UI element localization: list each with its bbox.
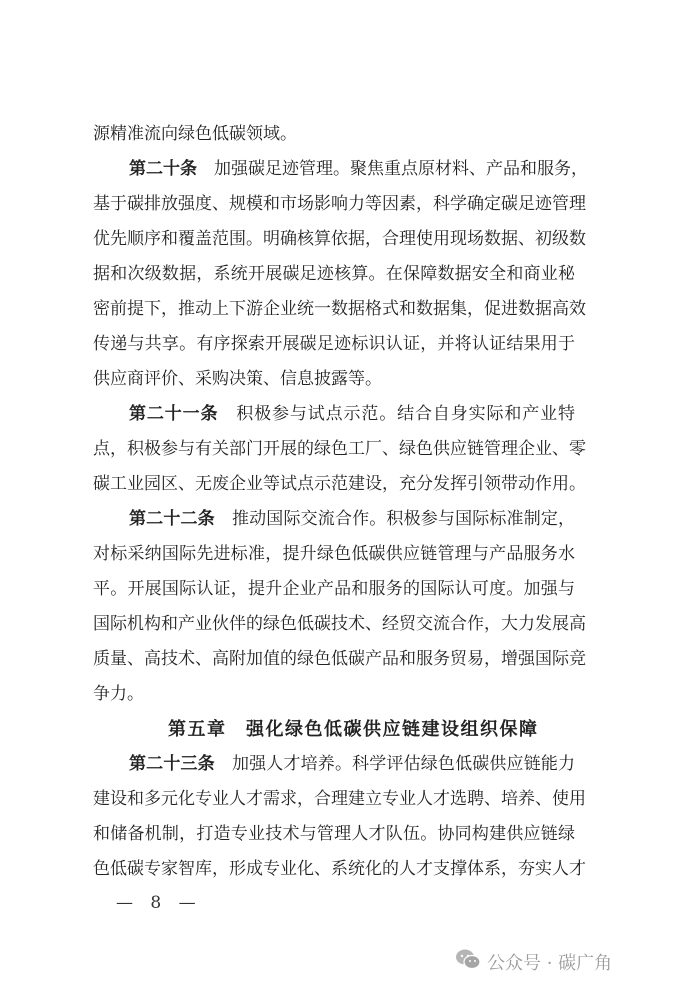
page-number: — 8 — — [116, 893, 202, 913]
text-line: 平。开展国际认证，提升企业产品和服务的国际认可度。加强与 — [93, 579, 575, 599]
wechat-icon — [455, 948, 481, 975]
text-line: 点，积极参与有关部门开展的绿色工厂、绿色供应链管理企业、零 — [93, 439, 586, 459]
text-line: 据和次级数据，系统开展碳足迹核算。在保障数据安全和商业秘 — [93, 264, 575, 284]
watermark-text: 公众号 · 碳广角 — [487, 952, 613, 974]
text-line: 优先顺序和覆盖范围。明确核算依据，合理使用现场数据、初级数 — [93, 229, 586, 249]
text-line: 密前提下，推动上下游企业统一数据格式和数据集，促进数据高效 — [93, 299, 586, 319]
article-text: 积极参与试点示范。结合自身实际和产业特 — [236, 404, 575, 424]
text-line: 基于碳排放强度、规模和市场影响力等因素，科学确定碳足迹管理 — [93, 194, 586, 214]
text-line: 质量、高技术、高附加值的绿色低碳产品和服务贸易，增强国际竞 — [93, 649, 586, 669]
article-label: 第二十条 — [129, 159, 197, 179]
article-text: 加强碳足迹管理。聚焦重点原材料、产品和服务， — [214, 159, 588, 179]
article-first-line — [93, 397, 575, 432]
text-line: 色低碳专家智库，形成专业化、系统化的人才支撑体系，夯实人才 — [93, 859, 586, 879]
text-line: 对标采纳国际先进标准，提升绿色低碳供应链管理与产品服务水 — [93, 544, 575, 564]
article-label: 第二十二条 — [129, 509, 215, 529]
article-label: 第二十三条 — [129, 754, 215, 774]
text-line: 争力。 — [93, 684, 144, 704]
document-body — [93, 117, 588, 887]
text-line: 和储备机制，打造专业技术与管理人才队伍。协同构建供应链绿 — [93, 824, 575, 844]
text-line: 碳工业园区、无废企业等试点示范建设，充分发挥引领带动作用。 — [93, 474, 586, 494]
article-first-line — [93, 152, 588, 187]
article-label: 第二十一条 — [129, 404, 219, 424]
text-line: 源精准流向绿色低碳领域。 — [93, 124, 297, 144]
text-line: 供应商评价、采购决策、信息披露等。 — [93, 369, 382, 389]
article-text: 加强人才培养。科学评估绿色低碳供应链能力 — [231, 754, 576, 774]
watermark — [455, 948, 612, 975]
article-first-line — [93, 747, 575, 782]
text-line: 传递与共享。有序探索开展碳足迹标识认证，并将认证结果用于 — [93, 334, 575, 354]
article-text: 推动国际交流合作。积极参与国际标准制定， — [231, 509, 576, 529]
text-line: 国际机构和产业伙伴的绿色低碳技术、经贸交流合作，大力发展高 — [93, 614, 586, 634]
article-first-line — [93, 502, 575, 537]
chapter-heading: 第五章 强化绿色低碳供应链建设组织保障 — [168, 719, 539, 740]
text-line: 建设和多元化专业人才需求，合理建立专业人才选聘、培养、使用 — [93, 789, 586, 809]
